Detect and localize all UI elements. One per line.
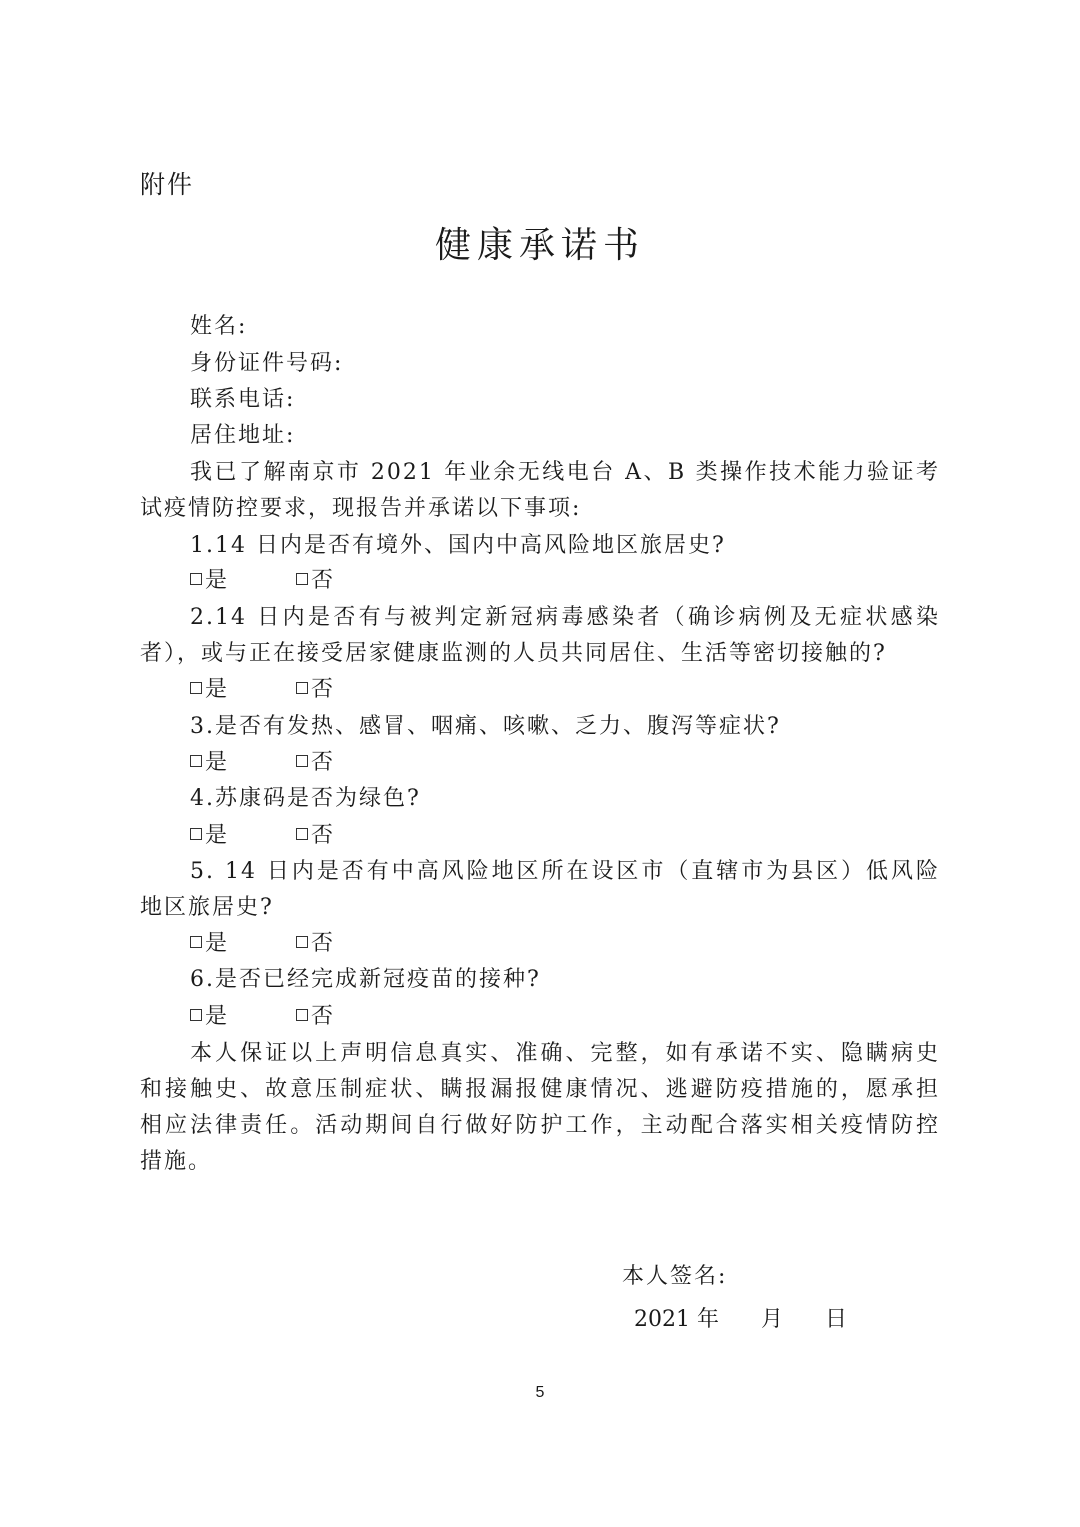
checkbox-icon[interactable] (296, 682, 308, 694)
yes-label: 是 (205, 823, 228, 848)
question-6-options (190, 999, 334, 1035)
field-name-label: 姓名: (190, 314, 248, 339)
intro-line-2: 试疫情防控要求，现报告并承诺以下事项: (140, 496, 582, 521)
intro-line-1: 我已了解南京市 2021 年业余无线电台 A、B 类操作技术能力验证考 (190, 460, 940, 485)
yes-label: 是 (205, 750, 228, 775)
checkbox-icon[interactable] (296, 755, 308, 767)
checkbox-icon[interactable] (190, 1009, 202, 1021)
declaration-line-3: 相应法律责任。活动期间自行做好防护工作，主动配合落实相关疫情防控 (140, 1113, 940, 1138)
checkbox-icon[interactable] (296, 828, 308, 840)
yes-label: 是 (205, 931, 228, 956)
checkbox-icon[interactable] (296, 573, 308, 585)
field-phone-label: 联系电话: (190, 387, 296, 412)
question-4-text: 4.苏康码是否为绿色? (190, 786, 421, 811)
checkbox-icon[interactable] (190, 936, 202, 948)
question-4-no-option[interactable] (296, 818, 333, 854)
question-5-text-line-2: 地区旅居史? (140, 895, 274, 920)
question-2-options (190, 672, 334, 708)
question-6-text: 6.是否已经完成新冠疫苗的接种? (190, 967, 541, 992)
document-title: 健康承诺书 (434, 225, 645, 266)
field-id-number-label: 身份证件号码: (190, 351, 344, 376)
question-3-no-option[interactable] (296, 745, 333, 781)
question-2-text-line-1: 2.14 日内是否有与被判定新冠病毒感染者（确诊病例及无症状感染 (190, 605, 940, 630)
question-3-options (190, 745, 334, 781)
question-2-yes-option[interactable] (190, 672, 227, 708)
no-label: 否 (311, 1004, 334, 1029)
question-5-yes-option[interactable] (190, 926, 227, 962)
no-label: 否 (311, 677, 334, 702)
yes-label: 是 (205, 568, 228, 593)
checkbox-icon[interactable] (190, 828, 202, 840)
question-4-options (190, 818, 334, 854)
no-label: 否 (311, 750, 334, 775)
question-5-text-line-1: 5. 14 日内是否有中高风险地区所在设区市（直辖市为县区）低风险 (190, 859, 940, 884)
question-2-text-line-2: 者），或与正在接受居家健康监测的人员共同居住、生活等密切接触的? (140, 641, 887, 666)
field-address-label: 居住地址: (190, 423, 296, 448)
date-day: 日 (825, 1307, 848, 1332)
question-5-options (190, 926, 334, 962)
checkbox-icon[interactable] (190, 573, 202, 585)
question-2-no-option[interactable] (296, 672, 333, 708)
question-1-yes-option[interactable] (190, 563, 227, 599)
question-6-no-option[interactable] (296, 999, 333, 1035)
question-1-options (190, 563, 334, 599)
checkbox-icon[interactable] (190, 682, 202, 694)
question-5-no-option[interactable] (296, 926, 333, 962)
signature-date (634, 1302, 847, 1338)
no-label: 否 (311, 823, 334, 848)
question-1-text: 1.14 日内是否有境外、国内中高风险地区旅居史? (190, 533, 726, 558)
page-number: 5 (535, 1384, 545, 1401)
declaration-line-4: 措施。 (140, 1149, 213, 1174)
signature-label: 本人签名: (622, 1264, 728, 1289)
yes-label: 是 (205, 1004, 228, 1029)
question-4-yes-option[interactable] (190, 818, 227, 854)
checkbox-icon[interactable] (296, 936, 308, 948)
question-3-yes-option[interactable] (190, 745, 227, 781)
checkbox-icon[interactable] (296, 1009, 308, 1021)
date-year: 2021 年 (634, 1307, 719, 1332)
no-label: 否 (311, 568, 334, 593)
date-month: 月 (760, 1307, 783, 1332)
checkbox-icon[interactable] (190, 755, 202, 767)
declaration-line-1: 本人保证以上声明信息真实、准确、完整，如有承诺不实、隐瞒病史 (190, 1041, 940, 1066)
question-6-yes-option[interactable] (190, 999, 227, 1035)
question-1-no-option[interactable] (296, 563, 333, 599)
attachment-label: 附件 (140, 170, 195, 199)
yes-label: 是 (205, 677, 228, 702)
no-label: 否 (311, 931, 334, 956)
question-3-text: 3.是否有发热、感冒、咽痛、咳嗽、乏力、腹泻等症状? (190, 714, 781, 739)
declaration-line-2: 和接触史、故意压制症状、瞒报漏报健康情况、逃避防疫措施的，愿承担 (140, 1077, 940, 1102)
